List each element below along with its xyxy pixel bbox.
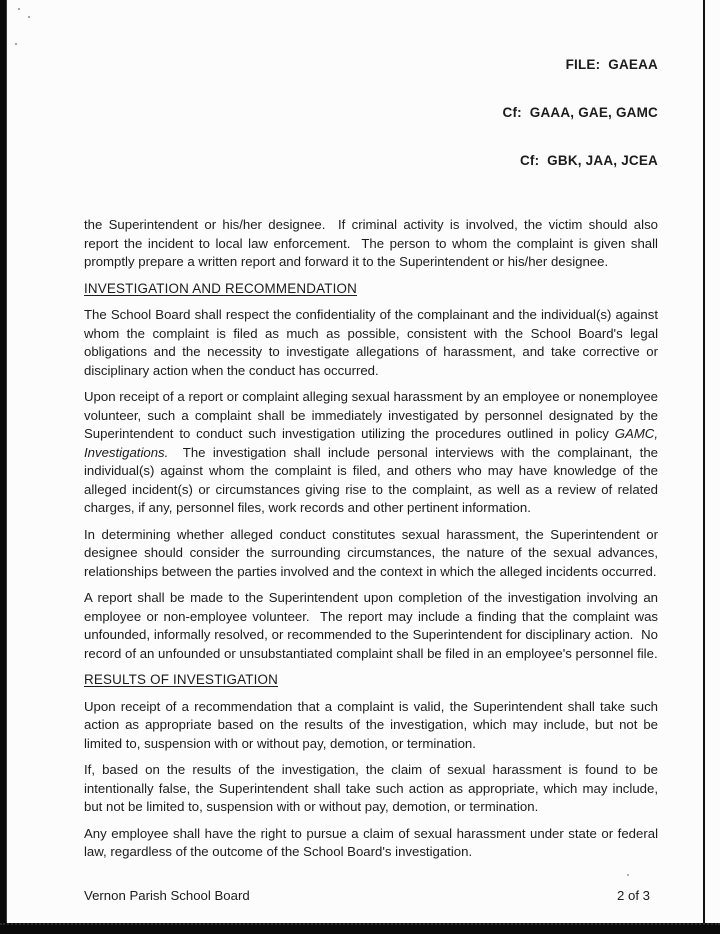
paragraph-employee-rights: Any employee shall have the right to pursue a claim of sexual harassment under state or federal law, regardless of the outcome of the School Board's investigation. — [84, 825, 662, 859]
paragraph-segment-after-italic: The investigation shall include personal interviews with the complainant, the individual(s) against whom the complaint is filed, and others who may have knowledge of the alleged incident(s) or circumstances giving rise to the complaint, as well as a review of related charges, if any, personnel files, work records and other pertinent information. — [84, 444, 662, 515]
document-footer — [84, 887, 650, 905]
paragraph-valid-complaint: Upon receipt of a recommendation that a complaint is valid, the Superintendent shall take such action as appropriate based on the results of the investigation, which may include, but not be limited to, suspension with or without pay, demotion, or termination. — [84, 698, 662, 751]
file-line: FILE: GAEAA — [565, 57, 658, 72]
policy-reference-italic: GAMC, Investigations. — [84, 426, 662, 460]
section-heading-investigation: INVESTIGATION AND RECOMMENDATION — [84, 280, 357, 296]
scan-border-bottom — [0, 923, 720, 934]
cf-line-2: Cf: GBK, JAA, JCEA — [519, 153, 658, 168]
paragraph-confidentiality: The School Board shall respect the confidentiality of the complainant and the individual(s) against whom the complaint is filed as much as possible, consistent with the School Board's legal obligations and the necessity to investigate allegations of harassment, and take corrective or disciplinary action when the conduct has occurred. — [84, 307, 662, 378]
paragraph-false-claim: If, based on the results of the investigation, the claim of sexual harassment is found to be intentionally false, the Superintendent shall take such action as appropriate, which may include, but not be limited to, suspension with or without pay, demotion, or termination. — [84, 762, 662, 814]
cf-line-1: Cf: GAAA, GAE, GAMC — [502, 105, 658, 120]
scan-speckle — [627, 874, 629, 876]
paragraph-segment-before-italic: Upon receipt of a report or complaint alleging sexual harassment by an employee or nonemployee volunteer, such a complaint shall be immediately investigated by personnel designated by the Superintendent to conduct such investigation utilizing the procedures outlined in policy — [84, 389, 662, 441]
footer-page-number: 2 of 3 — [617, 888, 650, 903]
intro-paragraph: the Superintendent or his/her designee. If criminal activity is involved, the victim should also report the incident to local law enforcement. The person to whom the complaint is given shall promptly prepare a written report and forward it to the Superintendent or his/her designee. — [84, 217, 662, 269]
paragraph-determining-harassment: In determining whether alleged conduct constitutes sexual harassment, the Superintendent or designee should consider the surrounding circumstances, the nature of the sexual advances, relationships between the parties involved and the context in which the alleged incidents occurred. — [84, 526, 662, 579]
paragraph-investigation-procedure — [84, 388, 662, 518]
paragraph-report-to-superintendent: A report shall be made to the Superintendent upon completion of the investigation involving an employee or non-employee volunteer. The report may include a finding that the complaint was unfounded, informally resolved, or recommended to the Superintendent for disciplinary action. No record of an unfounded or unsubstantiated complaint shall be filed in an employee's personnel file. — [84, 590, 662, 661]
section-heading-results: RESULTS OF INVESTIGATION — [84, 672, 279, 687]
footer-organization: Vernon Parish School Board — [84, 888, 250, 903]
document-body — [84, 216, 662, 862]
file-reference-header — [84, 25, 658, 201]
